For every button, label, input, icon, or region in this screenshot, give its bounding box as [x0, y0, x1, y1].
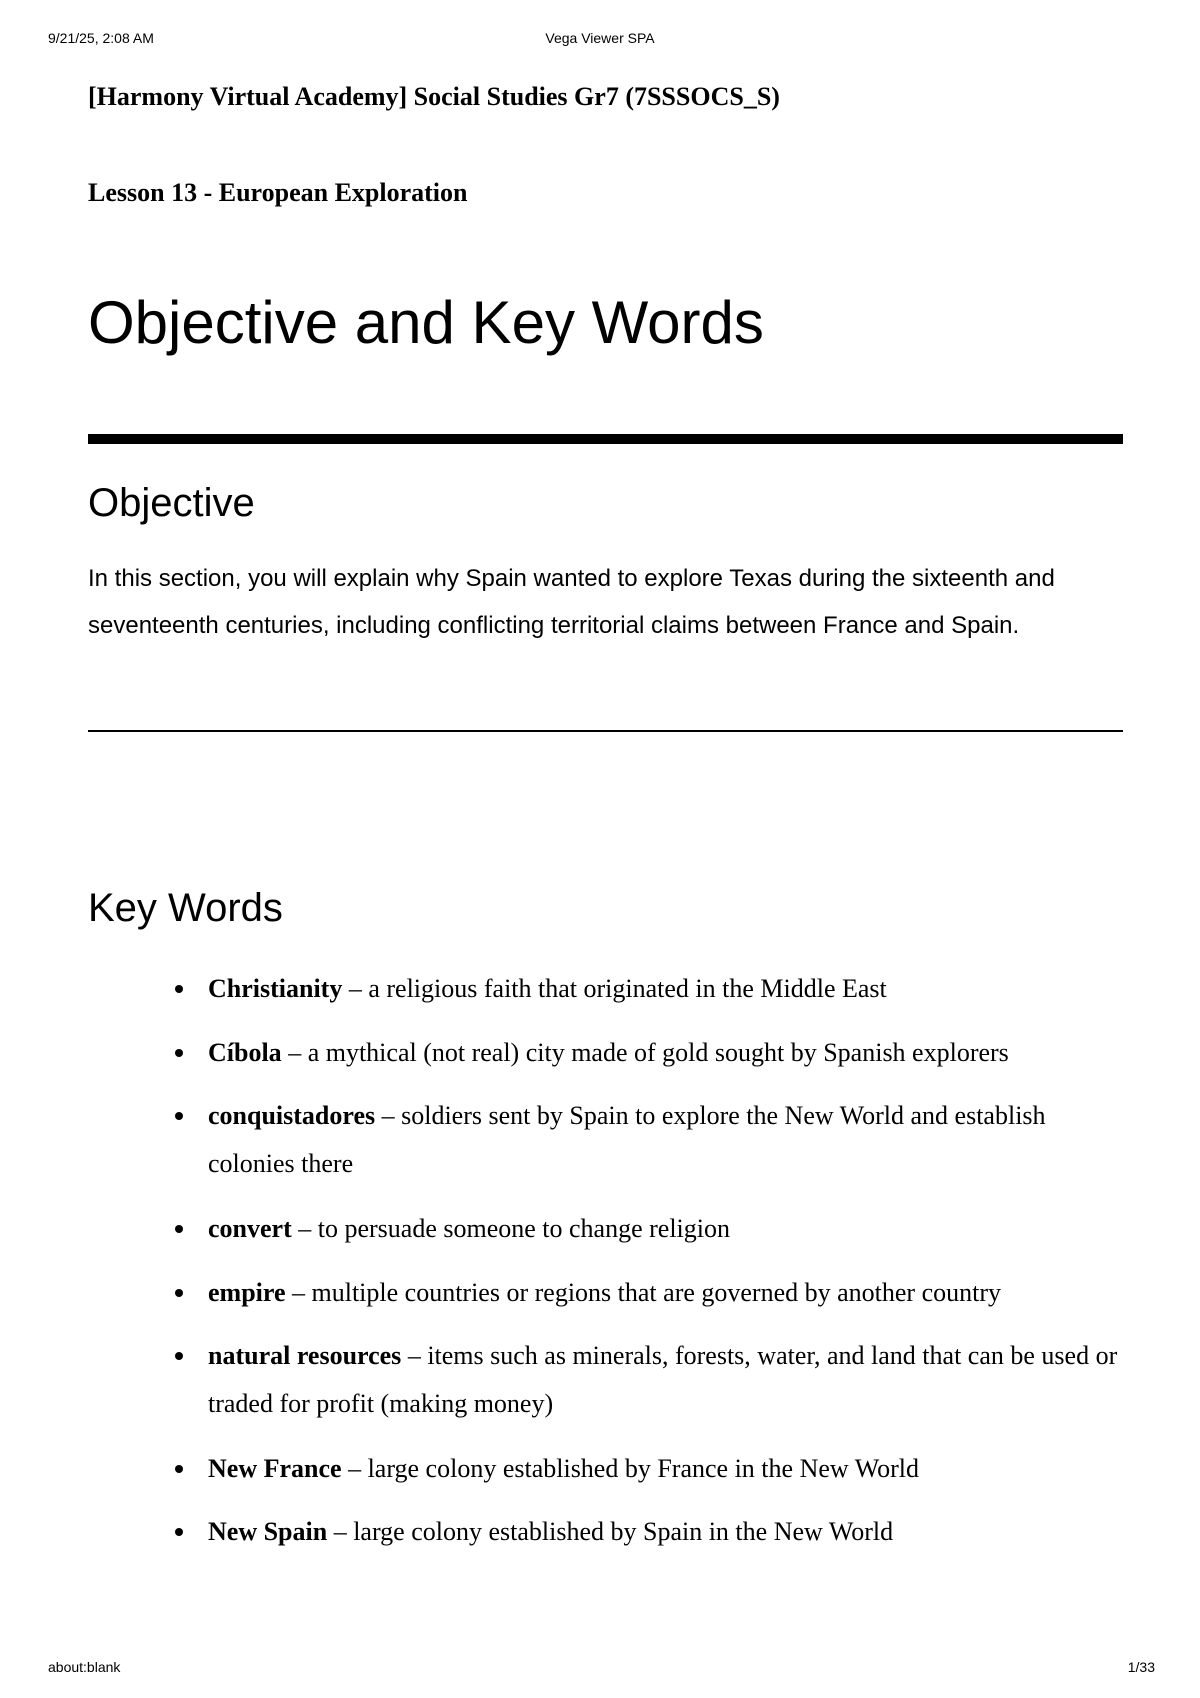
key-word-term: New France [208, 1454, 342, 1483]
key-word-item [208, 1092, 1128, 1188]
bullet-icon [175, 1112, 183, 1120]
key-word-definition: – large colony established by France in the New World [341, 1454, 920, 1483]
thick-divider [88, 434, 1123, 444]
bullet-icon [175, 1049, 183, 1057]
key-word-definition: – a religious faith that originated in the Middle East [342, 974, 887, 1003]
page-heading: Objective and Key Words [88, 289, 764, 356]
key-word-term: convert [208, 1214, 292, 1243]
bullet-icon [175, 985, 183, 993]
key-word-item [208, 1332, 1128, 1428]
key-word-item [208, 1508, 1128, 1556]
bullet-icon [175, 1225, 183, 1233]
key-word-definition: – soldiers sent by Spain to explore the New World and establish colonies there [208, 1101, 1046, 1178]
key-word-definition: – items such as minerals, forests, water, and land that can be used or traded for profit (making money) [208, 1341, 1118, 1418]
print-date: 9/21/25, 2:08 AM [48, 30, 154, 46]
key-word-item [208, 1269, 1128, 1317]
print-footer [0, 1659, 1200, 1679]
key-word-definition: – a mythical (not real) city made of gold sought by Spanish explorers [281, 1038, 1009, 1067]
key-words-heading: Key Words [88, 886, 283, 930]
bullet-icon [175, 1289, 183, 1297]
key-word-term: New Spain [208, 1517, 328, 1546]
objective-text: In this section, you will explain why Spain wanted to explore Texas during the sixteenth and seventeenth centuries, including conflicting territorial claims between France and Spain. [88, 565, 1055, 639]
objective-heading: Objective [88, 481, 255, 525]
bullet-icon [175, 1465, 183, 1473]
key-word-definition: – to persuade someone to change religion [291, 1214, 731, 1243]
thin-divider [88, 730, 1123, 732]
lesson-title: Lesson 13 - European Exploration [88, 178, 468, 207]
key-word-term: natural resources [208, 1341, 402, 1370]
key-word-item [208, 965, 1128, 1013]
print-page-title: Vega Viewer SPA [545, 30, 655, 46]
key-word-item [208, 1445, 1128, 1493]
bullet-icon [175, 1528, 183, 1536]
key-word-term: Christianity [208, 974, 343, 1003]
key-word-definition: – large colony established by Spain in the New World [327, 1517, 894, 1546]
print-header [0, 30, 1200, 50]
key-word-item [208, 1029, 1128, 1077]
key-word-item [208, 1205, 1128, 1253]
key-word-term: empire [208, 1278, 286, 1307]
bullet-icon [175, 1352, 183, 1360]
print-url: about:blank [48, 1659, 121, 1675]
key-word-definition: – multiple countries or regions that are governed by another country [285, 1278, 1002, 1307]
course-title: [Harmony Virtual Academy] Social Studies Gr7 (7SSSOCS_S) [88, 82, 780, 111]
print-page-number: 1/33 [1127, 1659, 1155, 1675]
key-word-term: conquistadores [208, 1101, 376, 1130]
key-word-term: Cíbola [208, 1038, 282, 1067]
